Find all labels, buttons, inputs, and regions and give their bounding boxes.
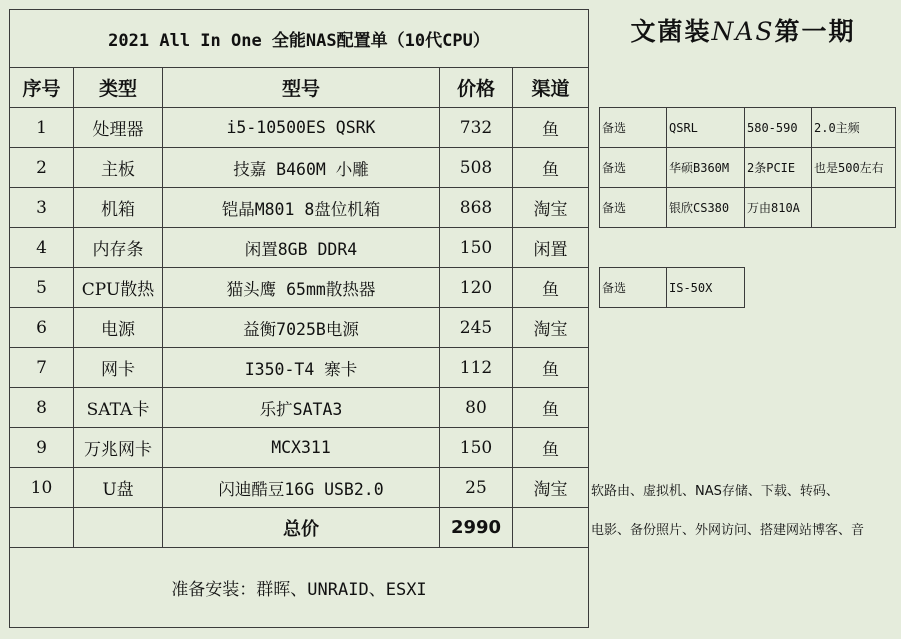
cell-index: 1 — [10, 108, 74, 148]
cell-model: 技嘉 B460M 小雕 — [163, 148, 440, 188]
cell-type: 机箱 — [74, 188, 163, 228]
total-row — [10, 508, 589, 548]
cell-index: 2 — [10, 148, 74, 188]
cell-channel: 鱼 — [513, 148, 589, 188]
cell-type: U盘 — [74, 468, 163, 508]
cell-model: MCX311 — [163, 428, 440, 468]
alternative-row — [600, 268, 745, 308]
table-row — [10, 108, 589, 148]
cell-model: i5-10500ES QSRK — [163, 108, 440, 148]
cell-price: 868 — [440, 188, 513, 228]
cell-index: 4 — [10, 228, 74, 268]
alt-option: 580-590 — [745, 108, 812, 148]
table-row — [10, 268, 589, 308]
cell-price: 112 — [440, 348, 513, 388]
cell-model: 闪迪酷豆16G USB2.0 — [163, 468, 440, 508]
header-type: 类型 — [74, 68, 163, 108]
alt-option: IS-50X — [667, 268, 745, 308]
table-row — [10, 428, 589, 468]
table-row — [10, 388, 589, 428]
cell-type: 内存条 — [74, 228, 163, 268]
cell-type: 电源 — [74, 308, 163, 348]
cell-price: 150 — [440, 428, 513, 468]
cell-model: I350-T4 寨卡 — [163, 348, 440, 388]
cell-channel: 淘宝 — [513, 308, 589, 348]
cell-channel: 鱼 — [513, 108, 589, 148]
cell-channel: 鱼 — [513, 428, 589, 468]
alt-label: 备选 — [600, 148, 667, 188]
cell-price: 80 — [440, 388, 513, 428]
cell-model: 益衡7025B电源 — [163, 308, 440, 348]
cell-index: 5 — [10, 268, 74, 308]
alt-label: 备选 — [600, 108, 667, 148]
cell-channel: 鱼 — [513, 348, 589, 388]
cell-channel: 淘宝 — [513, 468, 589, 508]
alt-label: 备选 — [600, 188, 667, 228]
alt-option — [812, 188, 896, 228]
cell-model: 乐扩SATA3 — [163, 388, 440, 428]
table-row — [10, 228, 589, 268]
cell-type: 万兆网卡 — [74, 428, 163, 468]
alternative-row — [600, 148, 896, 188]
total-label: 总价 — [163, 508, 440, 548]
alt-option: 万由810A — [745, 188, 812, 228]
cell-model: 猫头鹰 65mm散热器 — [163, 268, 440, 308]
alt-option: 银欣CS380 — [667, 188, 745, 228]
uses-note-line1: 软路由、虚拟机、NAS存储、下载、转码、 — [591, 484, 839, 499]
alt-option: 华硕B360M — [667, 148, 745, 188]
table-row — [10, 468, 589, 508]
alternative-row — [600, 188, 896, 228]
cell-index: 6 — [10, 308, 74, 348]
alternative-row — [600, 108, 896, 148]
empty-cell — [513, 508, 589, 548]
cell-model: 铠晶M801 8盘位机箱 — [163, 188, 440, 228]
brand-nas: NAS — [711, 17, 775, 46]
header-price: 价格 — [440, 68, 513, 108]
brand-title — [590, 12, 896, 48]
table-row — [10, 148, 589, 188]
alt-option: QSRL — [667, 108, 745, 148]
cell-price: 25 — [440, 468, 513, 508]
table-row — [10, 188, 589, 228]
alt-option: 也是500左右 — [812, 148, 896, 188]
alt-option: 2.0主频 — [812, 108, 896, 148]
empty-cell — [10, 508, 74, 548]
config-table — [9, 9, 589, 628]
table-title: 2021 All In One 全能NAS配置单（10代CPU） — [10, 10, 589, 68]
cell-price: 508 — [440, 148, 513, 188]
header-row — [10, 68, 589, 108]
cell-price: 732 — [440, 108, 513, 148]
uses-note-line2: 电影、备份照片、外网访问、搭建网站博客、音 — [591, 523, 865, 538]
table-row — [10, 308, 589, 348]
empty-cell — [74, 508, 163, 548]
cell-index: 10 — [10, 468, 74, 508]
cell-index: 9 — [10, 428, 74, 468]
cell-index: 3 — [10, 188, 74, 228]
cell-type: CPU散热 — [74, 268, 163, 308]
cell-type: 处理器 — [74, 108, 163, 148]
cell-type: 主板 — [74, 148, 163, 188]
brand-suffix: 第一期 — [774, 17, 856, 46]
table-row — [10, 348, 589, 388]
cell-price: 120 — [440, 268, 513, 308]
alt-option: 2条PCIE — [745, 148, 812, 188]
install-note: 准备安装：群晖、UNRAID、ESXI — [10, 548, 589, 628]
cell-channel: 鱼 — [513, 388, 589, 428]
cell-channel: 鱼 — [513, 268, 589, 308]
alternatives-table — [599, 107, 896, 228]
cell-channel: 闲置 — [513, 228, 589, 268]
cell-price: 245 — [440, 308, 513, 348]
alternatives-extra-table — [599, 267, 745, 308]
header-index: 序号 — [10, 68, 74, 108]
total-value: 2990 — [440, 508, 513, 548]
brand-prefix: 文菌装 — [630, 17, 712, 46]
header-model: 型号 — [163, 68, 440, 108]
cell-index: 8 — [10, 388, 74, 428]
header-channel: 渠道 — [513, 68, 589, 108]
cell-type: 网卡 — [74, 348, 163, 388]
cell-model: 闲置8GB DDR4 — [163, 228, 440, 268]
cell-index: 7 — [10, 348, 74, 388]
alt-label: 备选 — [600, 268, 667, 308]
cell-channel: 淘宝 — [513, 188, 589, 228]
cell-type: SATA卡 — [74, 388, 163, 428]
cell-price: 150 — [440, 228, 513, 268]
